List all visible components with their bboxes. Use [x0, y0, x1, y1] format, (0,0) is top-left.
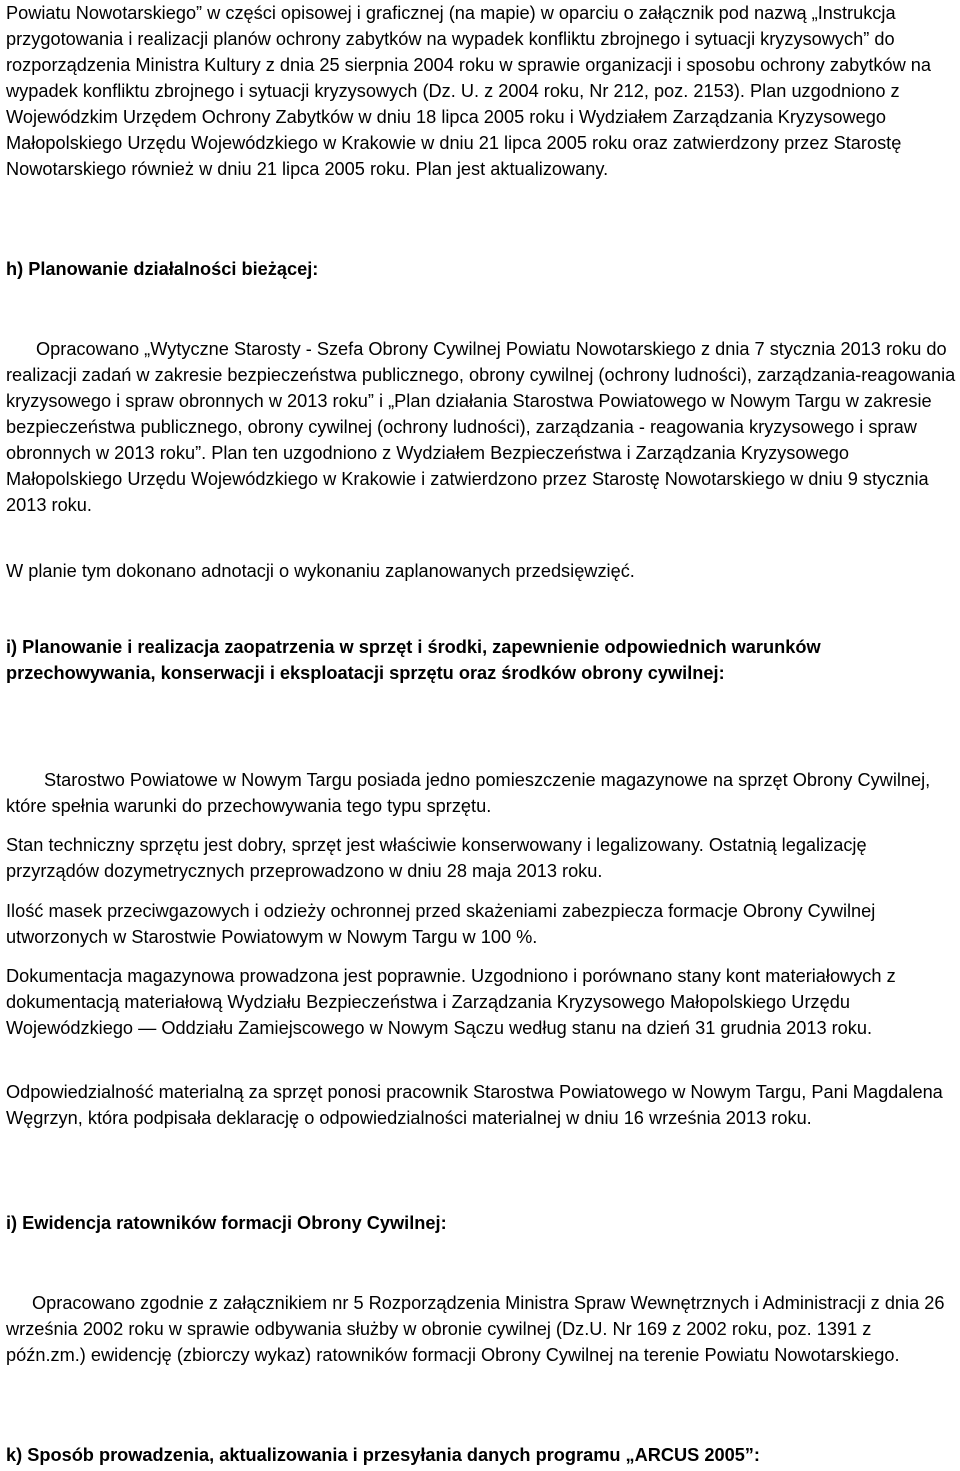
section-heading-h: h) Planowanie działalności bieżącej: [6, 259, 319, 279]
paragraph-wytyczne-starosty: Opracowano „Wytyczne Starosty - Szefa Obrony Cywilnej Powiatu Nowotarskiego z dnia 7 stycznia 2013 roku do realizacji zadań w zakresie bezpieczeństwa publicznego, obrony cywilnej (ochrony ludności), zarządzania-reagowania kryzysowego i spraw obronnych w 2013 roku” i „Plan działania Starostwa Powiatowego w Nowym Targu w zakresie bezpieczeństwa publicznego, obrony cywilnej (ochrony ludności), zarządzania - reagowania kryzysowego i spraw obronnych w 2013 roku”. Plan ten uzgodniono z Wydziałem Bezpieczeństwa i Zarządzania Kryzysowego Małopolskiego Urzędu Wojewódzkiego w Krakowie i zatwierdzono przez Starostę Nowotarskiego w dniu 9 stycznia 2013 roku. [6, 339, 956, 515]
paragraph-dokumentacja-magazynowa: Dokumentacja magazynowa prowadzona jest poprawnie. Uzgodniono i porównano stany kont materiałowych z dokumentacją materiałową Wydziału Bezpieczeństwa i Zarządzania Kryzysowego Małopolskiego Urzędu Wojewódzkiego — Oddziału Zamiejscowego w Nowym Sączu według stanu na dzień 31 grudnia 2013 roku. [6, 966, 896, 1038]
paragraph-pomieszczenie-magazynowe: Starostwo Powiatowe w Nowym Targu posiada jedno pomieszczenie magazynowe na sprzęt Obrony Cywilnej, które spełnia warunki do przechowywania tego typu sprzętu. [6, 770, 931, 816]
paragraph-odpowiedzialnosc-materialna: Odpowiedzialność materialną za sprzęt ponosi pracownik Starostwa Powiatowego w Nowym Targu, Pani Magdalena Węgrzyn, która podpisała deklarację o odpowiedzialności materialnej w dniu 16 września 2013 roku. [6, 1082, 943, 1128]
paragraph-ilosc-masek: Ilość masek przeciwgazowych i odzieży ochronnej przed skażeniami zabezpiecza formacje Obrony Cywilnej utworzonych w Starostwie Powiatowym w Nowym Targu w 100 %. [6, 901, 876, 947]
paragraph-ewidencja-ratownikow: Opracowano zgodnie z załącznikiem nr 5 Rozporządzenia Ministra Spraw Wewnętrznych i Administracji z dnia 26 września 2002 roku w sprawie odbywania służby w obronie cywilnej (Dz.U. Nr 169 z 2002 roku, poz. 1391 z późn.zm.) ewidencję (zbiorczy wykaz) ratowników formacji Obrony Cywilnej na terenie Powiatu Nowotarskiego. [6, 1293, 945, 1365]
paragraph-plan-ochrony-zabytkow: Powiatu Nowotarskiego” w części opisowej i graficznej (na mapie) w oparciu o załącznik pod nazwą „Instrukcja przygotowania i realizacji planów ochrony zabytków na wypadek konfliktu zbrojnego i sytuacji kryzysowych” do rozporządzenia Ministra Kultury z dnia 25 sierpnia 2004 roku w sprawie organizacji i sposobu ochrony zabytków na wypadek konfliktu zbrojnego i sytuacji kryzysowych (Dz. U. z 2004 roku, Nr 212, poz. 2153). Plan uzgodniono z Wojewódzkim Urzędem Ochrony Zabytków w dniu 18 lipca 2005 roku i Wydziałem Zarządzania Kryzysowego Małopolskiego Urzędu Wojewódzkiego w Krakowie w dniu 21 lipca 2005 roku oraz zatwierdzony przez Starostę Nowotarskiego również w dniu 21 lipca 2005 roku. Plan jest aktualizowany. [6, 3, 932, 179]
section-heading-k: k) Sposób prowadzenia, aktualizowania i przesyłania danych programu „ARCUS 2005”: [6, 1445, 760, 1465]
paragraph-stan-techniczny: Stan techniczny sprzętu jest dobry, sprzęt jest właściwie konserwowany i legalizowany. Ostatnią legalizację przyrządów dozymetrycznych przeprowadzono w dniu 28 maja 2013 roku. [6, 835, 867, 881]
paragraph-adnotacje: W planie tym dokonano adnotacji o wykonaniu zaplanowanych przedsięwzięć. [6, 561, 635, 581]
section-heading-i: i) Planowanie i realizacja zaopatrzenia w sprzęt i środki, zapewnienie odpowiednich warunków przechowywania, konserwacji i eksploatacji sprzętu oraz środków obrony cywilnej: [6, 637, 821, 683]
section-heading-ewidencja: i) Ewidencja ratowników formacji Obrony Cywilnej: [6, 1213, 447, 1233]
